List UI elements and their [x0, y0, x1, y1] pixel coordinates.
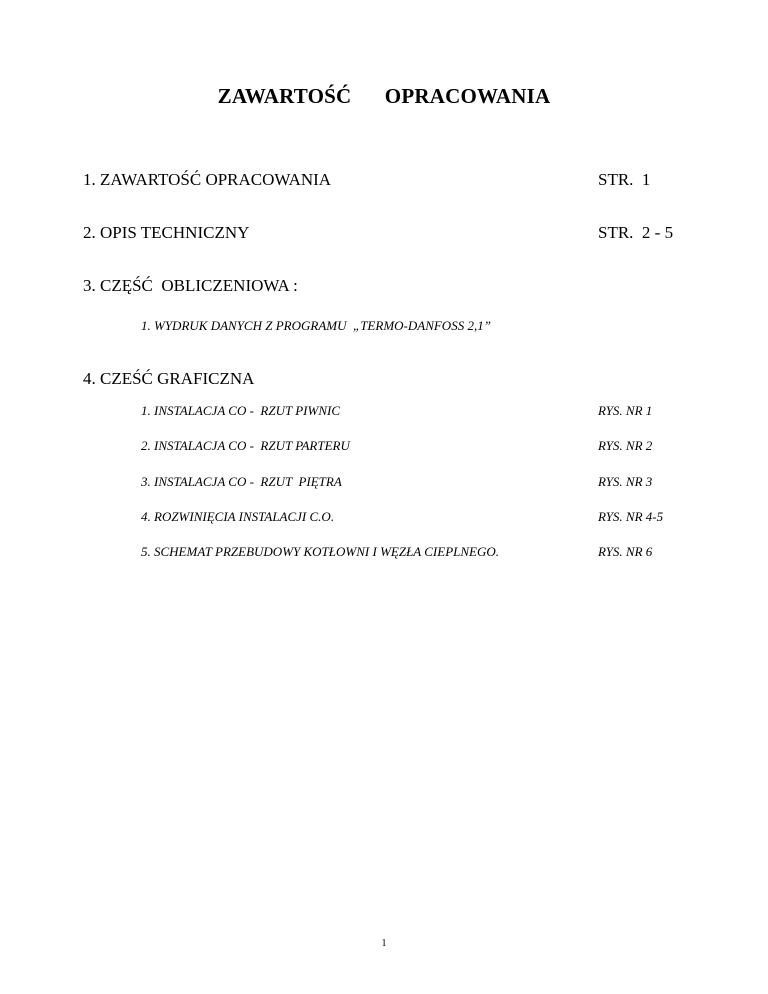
graphic-item-4-label: 4. ROZWINIĘCIA INSTALACJI C.O. — [141, 509, 335, 524]
section-1-page: STR. 1 — [598, 170, 651, 189]
section-3-label: 3. CZĘŚĆ OBLICZENIOWA : — [83, 276, 298, 295]
graphic-item-5-label: 5. SCHEMAT PRZEBUDOWY KOTŁOWNI I WĘZŁA CIEPLNEGO. — [141, 544, 500, 559]
graphic-item-1-label: 1. INSTALACJA CO - RZUT PIWNIC — [141, 403, 340, 418]
graphic-item-2-label: 2. INSTALACJA CO - RZUT PARTERU — [141, 438, 350, 453]
document-title: ZAWARTOŚĆ OPRACOWANIA — [217, 84, 551, 108]
section-2-label: 2. OPIS TECHNICZNY — [83, 223, 250, 242]
graphic-item-2-ref: RYS. NR 2 — [598, 438, 653, 453]
graphic-item-3-label: 3. INSTALACJA CO - RZUT PIĘTRA — [141, 474, 342, 489]
page-number: 1 — [381, 938, 387, 949]
graphic-item-5-ref: RYS. NR 6 — [598, 544, 653, 559]
section-4-label: 4. CZEŚĆ GRAFICZNA — [83, 369, 255, 388]
graphic-item-4-ref: RYS. NR 4-5 — [598, 509, 664, 524]
calc-item-1: 1. WYDRUK DANYCH Z PROGRAMU „TERMO-DANFOSS 2,1” — [141, 318, 491, 333]
graphic-item-3-ref: RYS. NR 3 — [598, 474, 653, 489]
graphic-item-1-ref: RYS. NR 1 — [598, 403, 653, 418]
section-2-page: STR. 2 - 5 — [598, 223, 674, 242]
section-1-label: 1. ZAWARTOŚĆ OPRACOWANIA — [83, 170, 332, 189]
